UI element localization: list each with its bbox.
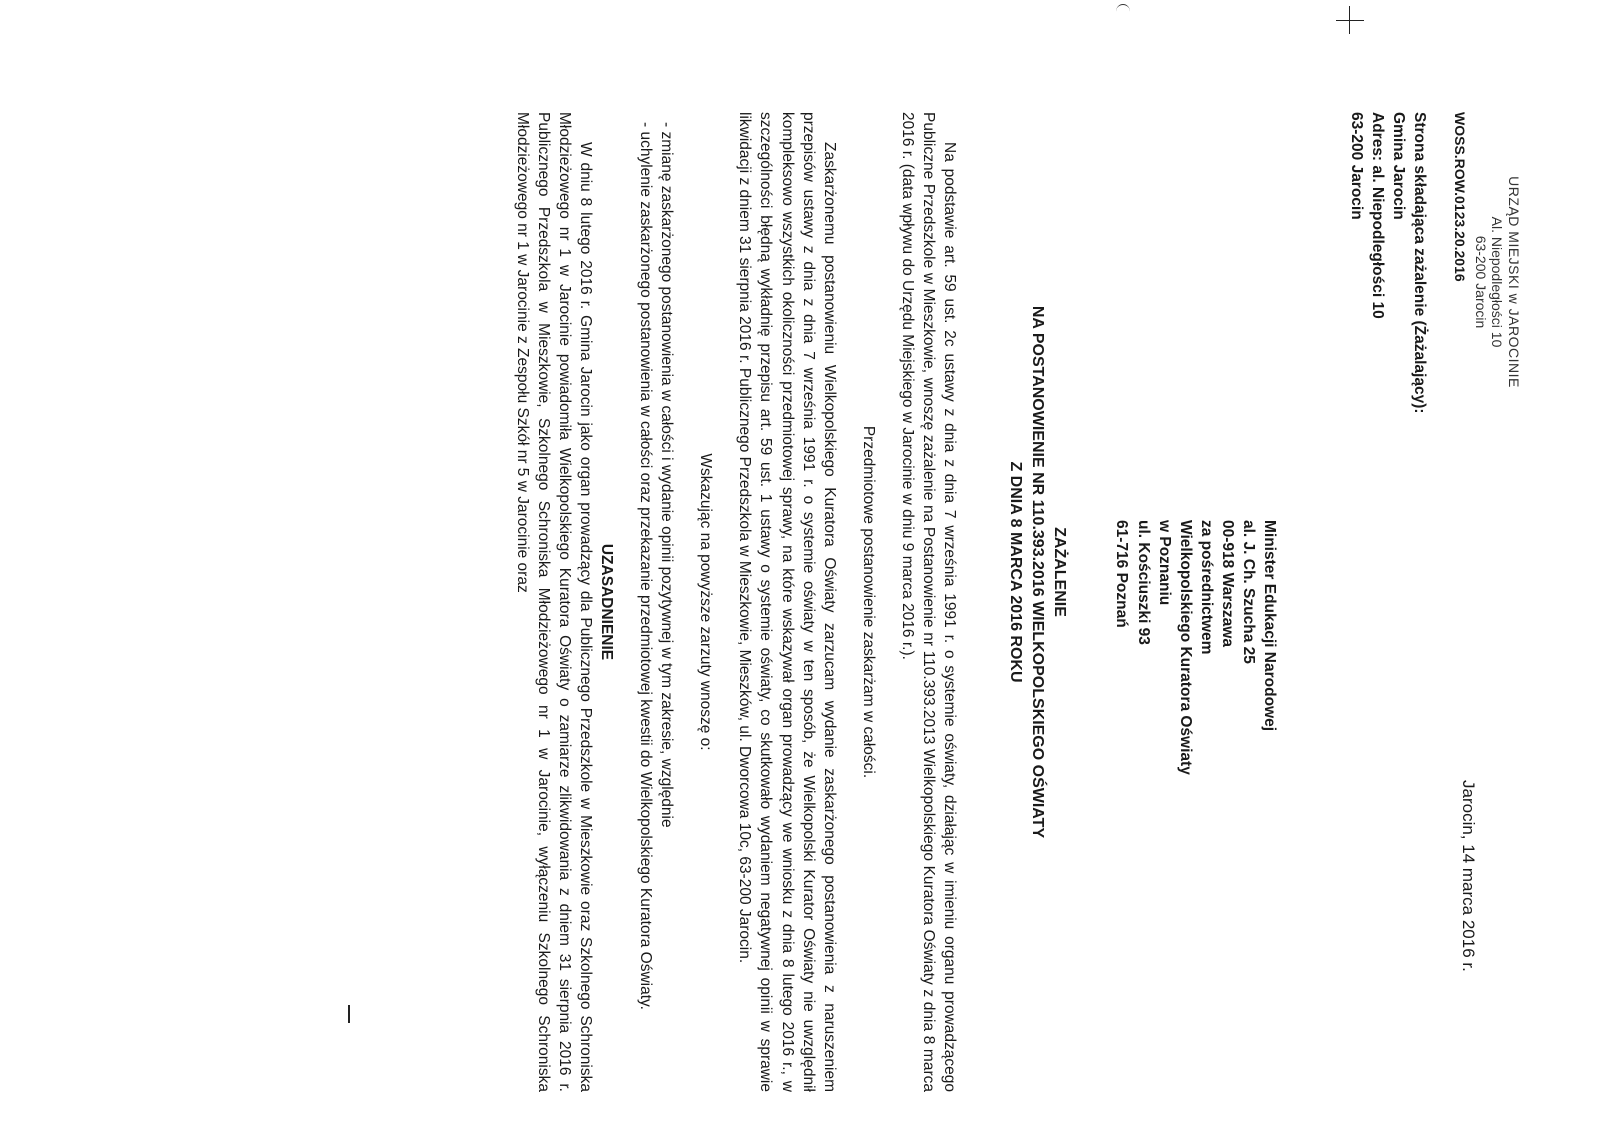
request-list	[635, 112, 677, 1092]
reference-number: WOSS.ROW.0123.20.2016	[1452, 112, 1469, 282]
paragraph: Zaskarżonemu postanowieniu Wielkopolskiego Kuratora Oświaty zarzucam wydanie zaskarżonego postanowienia z naruszeniem przepisów ustawy z dnia z dnia 7 września 1991 r. o systemie oświaty w ten sposób, że Wielkopolski Kurator Oświaty nie uwzględnił kompleksowo wszystkich okoliczności przedmiotowej sprawy, na które wskazywał organ prowadzący we wniosku z dnia 8 lutego 2016 r., w szczególności błędną wykładnię przepisu art. 59 ust. 1 ustawy o systemie oświaty, co skutkowało wydaniem negatywnej opinii w sprawie likwidacji z dniem 31 sierpnia 2016 r. Publicznego Przedszkola w Mieszkowie, Mieszków, ul. Dworcowa 10c, 63-200 Jarocin.	[736, 112, 838, 1092]
paragraph: Na podstawie art. 59 ust. 2c ustawy z dnia z dnia 7 września 1991 r. o systemie oświaty, działając w imieniu organu prowadzącego Publiczne Przedszkole w Mieszkowie, wnoszę zażalenie na Postanowienie nr 110.393.2013 Wielkopolskiego Kuratora Oświaty z dnia 8 marca 2016 r. (data wpływu do Urzędu Miejskiego w Jarocinie w dniu 9 marca 2016 r.).	[898, 112, 958, 1092]
section-heading: UZASADNIENIE	[598, 543, 616, 661]
stamp-line: URZĄD MIEJSKI w JAROCINIE	[1506, 176, 1522, 388]
recipient-block	[1111, 520, 1280, 940]
request-item: - zmianę zaskarżonego postanowienia w całości i wydanie opinii pozytywnej w tym zakresie, względnie	[658, 122, 676, 828]
title-line: Z DNIA 8 MARCA 2016 ROKU	[1007, 461, 1025, 683]
page-number-mark	[348, 1005, 350, 1023]
document-title	[1005, 112, 1070, 1032]
document-date: Jarocin, 14 marca 2016 r.	[1459, 780, 1478, 972]
sender-address: Adres: al. Niepodległości 10	[1368, 112, 1386, 319]
office-stamp	[1452, 112, 1522, 452]
paragraph: Wskazując na powyższe zarzuty wnoszę o:	[697, 453, 715, 751]
recipient-line: w Poznaniu	[1155, 520, 1173, 606]
recipient-line: 61-716 Poznań	[1113, 520, 1131, 628]
recipient-line: al. J. Ch. Szucha 25	[1239, 520, 1257, 664]
document-body	[512, 112, 960, 1092]
recipient-line: Minister Edukacji Narodowej	[1261, 520, 1278, 732]
recipient-line: 00-918 Warszawa	[1218, 520, 1236, 647]
stamp-line: 63-200 Jarocin	[1472, 235, 1489, 329]
stamp-line: Al. Niepodległości 10	[1489, 216, 1506, 348]
title-line: NA POSTANOWIENIE NR 110.393.2016 WIELKOPOLSKIEGO OŚWIATY	[1029, 305, 1047, 839]
scan-mark	[1336, 20, 1364, 21]
sender-label: Strona składająca zażalenie (Żażalający):	[1411, 112, 1428, 414]
sender-name: Gmina Jarocin	[1389, 112, 1407, 220]
paragraph: W dniu 8 lutego 2016 r. Gmina Jarocin jako organ prowadzący dla Publicznego Przedszkole w Mieszkowie oraz Szkolnego Schroniska Młodzieżowego nr 1 w Jarocinie powiadomiła Wielkopolskiego Kuratora Oświaty o zamiarze zlikwidowania z dniem 31 sierpnia 2016 r. Publicznego Przedszkola w Mieszkowie, Szkolnego Schroniska Młodzieżowego nr 1 w Jarocinie, wyłączeniu Szkolnego Schroniska Młodzieżowego nr 1 w Jarocinie z Zespołu Szkół nr 5 w Jarocinie oraz	[513, 112, 594, 1092]
paragraph: Przedmiotowe postanowienie zaskarżam w całości.	[859, 425, 877, 779]
recipient-line: Wielkopolskiego Kuratora Oświaty	[1176, 520, 1194, 775]
recipient-line: ul. Kościuszki 93	[1134, 520, 1152, 645]
sender-block	[1346, 112, 1430, 532]
recipient-line: za pośrednictwem	[1197, 520, 1215, 655]
request-item: - uchylenie zaskarżonego postanowienia w całości oraz przekazanie przedmiotowej kwestii do Wielkopolskiego Kuratora Oświaty.	[637, 122, 655, 1010]
scan-mark	[1116, 4, 1130, 19]
title-line: ZAŻALENIE	[1051, 527, 1068, 617]
sender-city: 63-200 Jarocin	[1347, 112, 1365, 220]
